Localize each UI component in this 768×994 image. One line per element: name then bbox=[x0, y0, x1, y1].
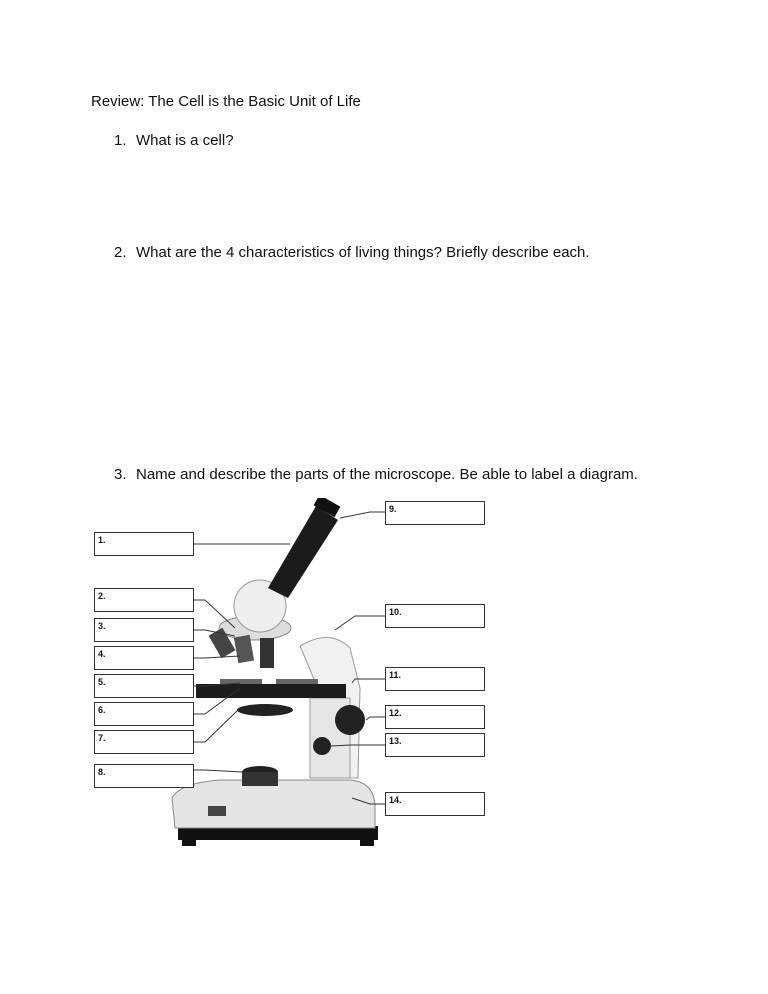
question-text: What are the 4 characteristics of living things? Briefly describe each. bbox=[136, 244, 590, 261]
microscope-diagram bbox=[90, 498, 490, 868]
question-text: What is a cell? bbox=[136, 132, 234, 149]
label-box-6[interactable]: 6. bbox=[94, 702, 194, 726]
label-box-14[interactable]: 14. bbox=[385, 792, 485, 816]
label-box-8[interactable]: 8. bbox=[94, 764, 194, 788]
label-box-9[interactable]: 9. bbox=[385, 501, 485, 525]
label-box-3[interactable]: 3. bbox=[94, 618, 194, 642]
label-box-11[interactable]: 11. bbox=[385, 667, 485, 691]
question-number: 2. bbox=[114, 244, 127, 261]
question-number: 3. bbox=[114, 466, 127, 483]
question-text: Name and describe the parts of the microscope. Be able to label a diagram. bbox=[136, 466, 638, 483]
worksheet-title: Review: The Cell is the Basic Unit of Life bbox=[91, 93, 361, 110]
question-number: 1. bbox=[114, 132, 127, 149]
label-box-12[interactable]: 12. bbox=[385, 705, 485, 729]
label-box-13[interactable]: 13. bbox=[385, 733, 485, 757]
label-box-1[interactable]: 1. bbox=[94, 532, 194, 556]
label-box-4[interactable]: 4. bbox=[94, 646, 194, 670]
question-3 bbox=[114, 466, 638, 483]
label-box-7[interactable]: 7. bbox=[94, 730, 194, 754]
label-box-10[interactable]: 10. bbox=[385, 604, 485, 628]
label-box-5[interactable]: 5. bbox=[94, 674, 194, 698]
question-1 bbox=[114, 132, 234, 149]
question-2 bbox=[114, 244, 590, 261]
label-box-2[interactable]: 2. bbox=[94, 588, 194, 612]
